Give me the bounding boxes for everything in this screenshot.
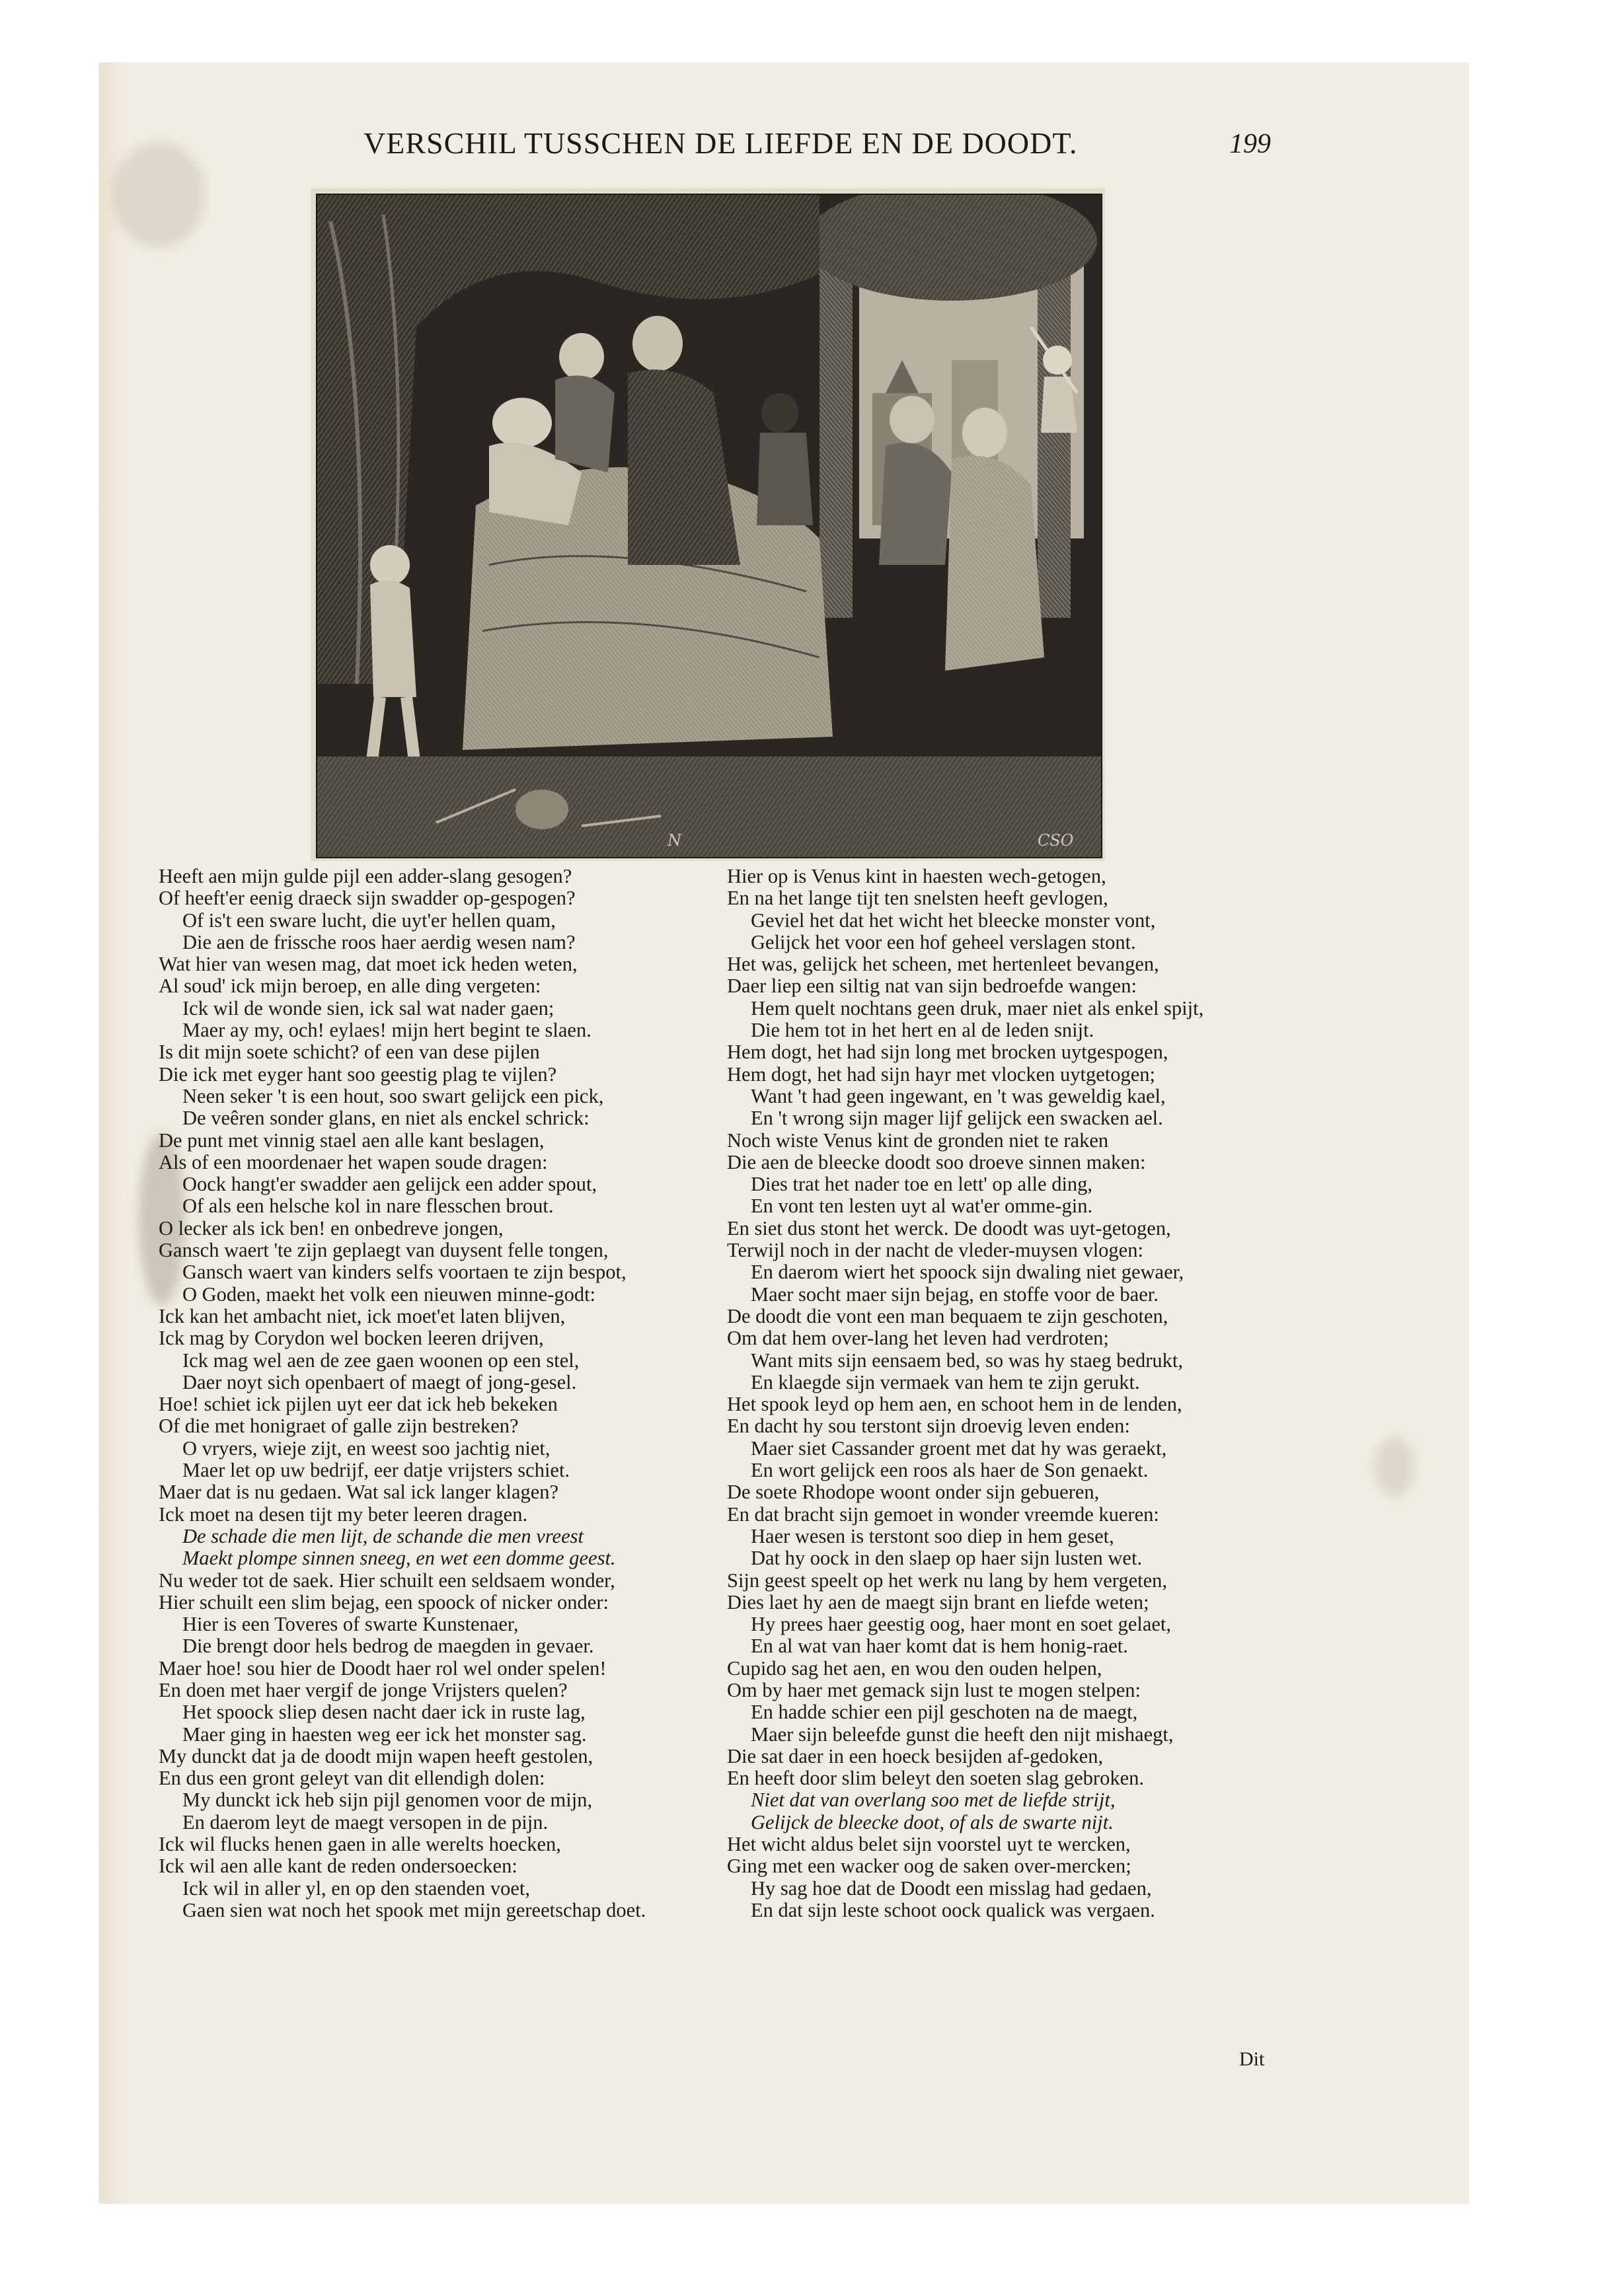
verse-line: Of die met honigraet of galle zijn bestreken? bbox=[159, 1415, 519, 1438]
engraving-plate bbox=[311, 188, 1105, 861]
verse-line: Het spoock sliep desen nacht daer ick in ruste lag, bbox=[182, 1701, 586, 1724]
verse-line: De doodt die vont een man bequaem te zijn geschoten, bbox=[727, 1304, 1168, 1327]
verse-line: Want 't had geen ingewant, en 't was geweldig kael, bbox=[751, 1084, 1166, 1107]
verse-line: Heeft aen mijn gulde pijl een adder-slang gesogen? bbox=[159, 865, 572, 887]
verse-line: Die brengt door hels bedrog de maegden in gevaer. bbox=[182, 1635, 594, 1658]
verse-line: En 't wrong sijn mager lijf gelijck een swacken ael. bbox=[751, 1107, 1163, 1130]
verse-line: En heeft door slim beleyt den soeten slag gebroken. bbox=[727, 1767, 1144, 1790]
engraver-signature-right: CSO bbox=[1038, 831, 1074, 850]
engraving-illustration bbox=[316, 194, 1102, 858]
verse-line: Om dat hem over-lang het leven had verdroten; bbox=[727, 1327, 1109, 1350]
verse-line: De soete Rhodope woont onder sijn gebueren, bbox=[727, 1481, 1100, 1504]
verse-line: Hem dogt, het had sijn long met brocken uytgespogen, bbox=[727, 1041, 1168, 1064]
verse-line: Het was, gelijck het scheen, met hertenleet bevangen, bbox=[727, 953, 1159, 976]
verse-line: En doen met haer vergif de jonge Vrijsters quelen? bbox=[159, 1678, 568, 1701]
verse-line: Het spook leyd op hem aen, en schoot hem in de lenden, bbox=[727, 1393, 1182, 1416]
page-title: VERSCHIL TUSSCHEN DE LIEFDE EN DE DOODT. bbox=[363, 126, 1078, 160]
verse-line: Neen seker 't is een hout, soo swart gelijck een pick, bbox=[182, 1084, 604, 1107]
verse-line: Haer wesen is terstont soo diep in hem geset, bbox=[751, 1524, 1114, 1547]
verse-line: Ick kan het ambacht niet, ick moet'et laten blijven, bbox=[159, 1304, 566, 1327]
verse-line: Die sat daer in een hoeck besijden af-gedoken, bbox=[727, 1744, 1104, 1767]
verse-line: Niet dat van overlang soo met de liefde strijt, bbox=[751, 1789, 1116, 1812]
verse-line: My dunckt ick heb sijn pijl genomen voor de mijn, bbox=[182, 1789, 593, 1812]
verse-line: De veêren sonder glans, en niet als enckel schrick: bbox=[182, 1107, 590, 1130]
verse-line: Of is't een sware lucht, die uyt'er hellen quam, bbox=[182, 908, 556, 932]
verse-line: O Goden, maekt het volk een nieuwen minne-godt: bbox=[182, 1282, 596, 1306]
verse-line: En hadde schier een pijl geschoten na de maegt, bbox=[751, 1701, 1138, 1724]
verse-line: Geviel het dat het wicht het bleecke monster vont, bbox=[751, 908, 1156, 932]
verse-line: Hy sag hoe dat de Doodt een misslag had gedaen, bbox=[751, 1876, 1152, 1900]
verse-line: Hier is een Toveres of swarte Kunstenaer, bbox=[182, 1613, 519, 1636]
verse-line: En daerom leyt de maegt versopen in de pijn. bbox=[182, 1810, 549, 1833]
verse-line: Hy prees haer geestig oog, haer mont en soet gelaet, bbox=[751, 1613, 1172, 1636]
verse-line: De schade die men lijt, de schande die men vreest bbox=[182, 1524, 584, 1547]
verse-line: En dus een gront geleyt van dit ellendigh dolen: bbox=[159, 1767, 545, 1790]
verse-line: Is dit mijn soete schicht? of een van dese pijlen bbox=[159, 1041, 540, 1064]
verse-line: En al wat van haer komt dat is hem honig-raet. bbox=[751, 1635, 1128, 1658]
verse-line: Ick wil aen alle kant de reden ondersoecken: bbox=[159, 1855, 517, 1878]
verse-line: O lecker als ick ben! en onbedreve jongen, bbox=[159, 1216, 504, 1240]
verse-line: Gansch waert 'te zijn geplaegt van duysent felle tongen, bbox=[159, 1239, 609, 1262]
verse-line: Als of een moordenaer het wapen soude dragen: bbox=[159, 1150, 548, 1173]
verse-line: Hier schuilt een slim bejag, een spoock of nicker onder: bbox=[159, 1590, 609, 1613]
page-number: 199 bbox=[1229, 129, 1271, 159]
verse-line: Ick wil flucks henen gaen in alle werelts hoecken, bbox=[159, 1833, 561, 1856]
verse-line: En wort gelijck een roos als haer de Son genaekt. bbox=[751, 1459, 1149, 1482]
verse-line: Nu weder tot de saek. Hier schuilt een seldsaem wonder, bbox=[159, 1569, 615, 1592]
verse-line: Cupido sag het aen, en wou den ouden helpen, bbox=[727, 1656, 1102, 1680]
verse-line: Het wicht aldus belet sijn voorstel uyt te wercken, bbox=[727, 1833, 1131, 1856]
verse-line: Maer ay my, och! eylaes! mijn hert begint te slaen. bbox=[182, 1019, 591, 1042]
verse-line: Ick wil de wonde sien, ick sal wat nader gaen; bbox=[182, 996, 554, 1019]
verse-line: Maer ging in haesten weg eer ick het monster sag. bbox=[182, 1722, 587, 1746]
verse-line: O vryers, wieje zijt, en weest soo jachtig niet, bbox=[182, 1436, 551, 1460]
engraving-image bbox=[317, 195, 1101, 857]
catchword: Dit bbox=[1239, 2048, 1265, 2070]
verse-line: Hem dogt, het had sijn hayr met vlocken uytgetogen; bbox=[727, 1062, 1155, 1086]
verse-line: Dat hy oock in den slaep op haer sijn lusten wet. bbox=[751, 1547, 1143, 1570]
verse-line: Gaen sien wat noch het spook met mijn gereetschap doet. bbox=[182, 1898, 646, 1921]
verse-line: Die ick met eyger hant soo geestig plag te vijlen? bbox=[159, 1062, 557, 1086]
verse-line: En dacht hy sou terstont sijn droevig leven enden: bbox=[727, 1415, 1130, 1438]
verse-line: Want mits sijn eensaem bed, so was hy staeg bedrukt, bbox=[751, 1349, 1184, 1372]
verse-line: En daerom wiert het spoock sijn dwaling niet gewaer, bbox=[751, 1261, 1184, 1284]
verse-line: Ick moet na desen tijt my beter leeren dragen. bbox=[159, 1502, 528, 1526]
verse-line: Ging met een wacker oog de saken over-mercken; bbox=[727, 1855, 1131, 1878]
verse-line: Noch wiste Venus kint de gronden niet te raken bbox=[727, 1129, 1109, 1152]
verse-line: De punt met vinnig stael aen alle kant beslagen, bbox=[159, 1129, 545, 1152]
verse-line: Maer socht maer sijn bejag, en stoffe voor de baer. bbox=[751, 1282, 1159, 1306]
verse-line: My dunckt dat ja de doodt mijn wapen heeft gestolen, bbox=[159, 1744, 593, 1767]
engraver-signature-left: N bbox=[667, 831, 681, 850]
verse-line: En na het lange tijt ten snelsten heeft gevlogen, bbox=[727, 887, 1108, 910]
verse-line: Maer sijn beleefde gunst die heeft den nijt mishaegt, bbox=[751, 1722, 1174, 1746]
verse-line: Maer siet Cassander groent met dat hy was geraekt, bbox=[751, 1436, 1167, 1460]
verse-line: Dies laet hy aen de maegt sijn brant en liefde weten; bbox=[727, 1590, 1149, 1613]
verse-line: Gelijck de bleecke doot, of als de swarte nijt. bbox=[751, 1810, 1114, 1833]
verse-line: Dies trat het nader toe en lett' op alle ding, bbox=[751, 1173, 1093, 1196]
left-column bbox=[159, 866, 646, 1921]
verse-line: En klaegde sijn vermaek van hem te zijn gerukt. bbox=[751, 1370, 1140, 1393]
verse-line: Wat hier van wesen mag, dat moet ick heden weten, bbox=[159, 953, 578, 976]
verse-line: Oock hangt'er swadder aen gelijck een adder spout, bbox=[182, 1173, 597, 1196]
verse-line: Ick mag wel aen de zee gaen woonen op een stel, bbox=[182, 1349, 580, 1372]
verse-line: Ick mag by Corydon wel bocken leeren drijven, bbox=[159, 1327, 544, 1350]
verse-line: Daer liep een siltig nat van sijn bedroefde wangen: bbox=[727, 975, 1137, 998]
verse-line: Gansch waert van kinders selfs voortaen te zijn bespot, bbox=[182, 1261, 627, 1284]
verse-line: Die aen de frissche roos haer aerdig wesen nam? bbox=[182, 930, 576, 953]
verse-line: Terwijl noch in der nacht de vleder-muysen vlogen: bbox=[727, 1239, 1143, 1262]
verse-line: En dat sijn leste schoot oock qualick was vergaen. bbox=[751, 1898, 1155, 1921]
verse-line: Al soud' ick mijn beroep, en alle ding vergeten: bbox=[159, 975, 541, 998]
verse-line: Ick wil in aller yl, en op den staenden voet, bbox=[182, 1876, 530, 1900]
running-header bbox=[0, 126, 1600, 172]
verse-line: Hem quelt nochtans geen druk, maer niet als enkel spijt, bbox=[751, 996, 1204, 1019]
right-column bbox=[727, 866, 1203, 1921]
verse-line: Hoe! schiet ick pijlen uyt eer dat ick heb bekeken bbox=[159, 1393, 558, 1416]
verse-line: Maekt plompe sinnen sneeg, en wet een domme geest. bbox=[182, 1547, 616, 1570]
verse-line: Sijn geest speelt op het werk nu lang by hem vergeten, bbox=[727, 1569, 1168, 1592]
verse-line: En vont ten lesten uyt al wat'er omme-gin. bbox=[751, 1195, 1093, 1218]
verse-line: En siet dus stont het werck. De doodt was uyt-getogen, bbox=[727, 1216, 1171, 1240]
verse-line: Of heeft'er eenig draeck sijn swadder op-gespogen? bbox=[159, 887, 576, 910]
verse-line: Die aen de bleecke doodt soo droeve sinnen maken: bbox=[727, 1150, 1146, 1173]
poem-text bbox=[0, 866, 1600, 2075]
verse-line: Of als een helsche kol in nare flesschen brout. bbox=[182, 1195, 554, 1218]
verse-line: Om by haer met gemack sijn lust te mogen stelpen: bbox=[727, 1678, 1141, 1701]
verse-line: Hier op is Venus kint in haesten wech-getogen, bbox=[727, 865, 1106, 887]
verse-line: Maer hoe! sou hier de Doodt haer rol wel onder spelen! bbox=[159, 1656, 607, 1680]
verse-line: Maer dat is nu gedaen. Wat sal ick langer klagen? bbox=[159, 1481, 559, 1504]
verse-line: En dat bracht sijn gemoet in wonder vreemde kueren: bbox=[727, 1502, 1159, 1526]
verse-line: Die hem tot in het hert en al de leden snijt. bbox=[751, 1019, 1094, 1042]
verse-line: Daer noyt sich openbaert of maegt of jong-gesel. bbox=[182, 1370, 577, 1393]
verse-line: Maer let op uw bedrijf, eer datje vrijsters schiet. bbox=[182, 1459, 570, 1482]
verse-line: Gelijck het voor een hof geheel verslagen stont. bbox=[751, 930, 1136, 953]
